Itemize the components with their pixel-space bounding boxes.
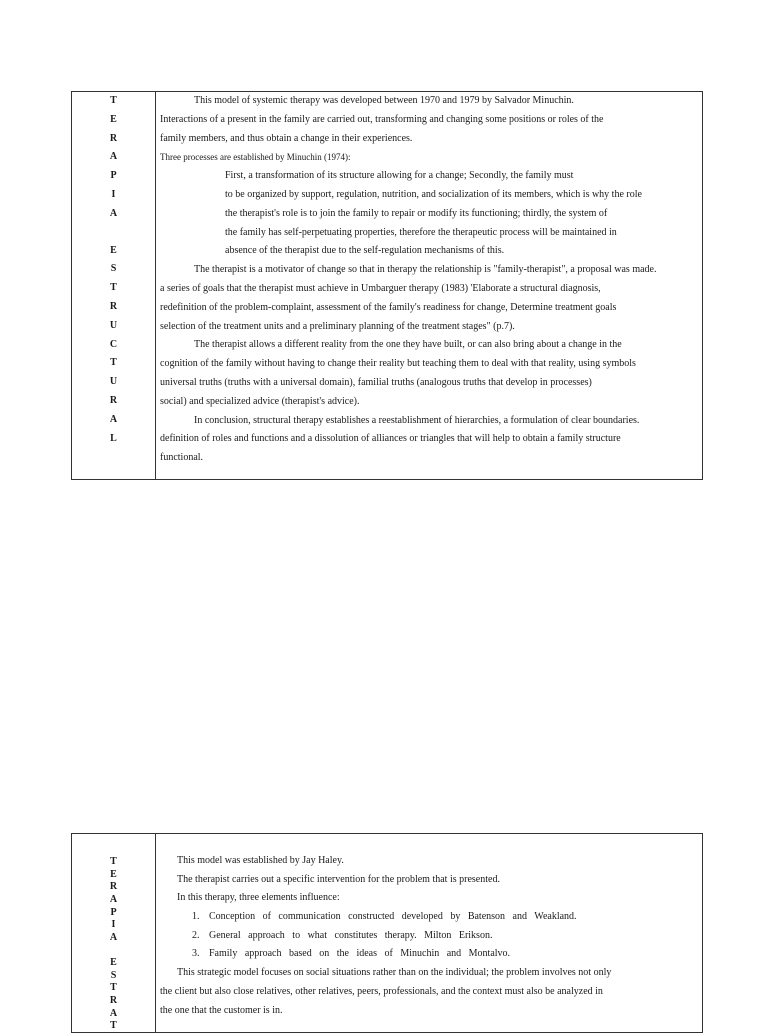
vertical-letter: E (110, 244, 117, 256)
paragraph-line: selection of the treatment units and a preliminary planning of the treatment stages" (p.7). (160, 320, 515, 332)
paragraph-line: cognition of the family without having to change their reality but teaching them to deal with that reality, using symbols (160, 358, 636, 370)
vertical-letter: E (110, 868, 117, 880)
paragraph-line: the therapist's role is to join the family to repair or modify its functioning; thirdly, the system of (225, 207, 608, 219)
vertical-letter: T (110, 982, 117, 994)
vertical-letter: T (110, 282, 117, 294)
list-number: 1. (192, 911, 200, 923)
paragraph-line: This model of systemic therapy was developed between 1970 and 1979 by Salvador Minuchin. (194, 95, 574, 106)
paragraph-line: functional. (160, 452, 204, 464)
vertical-letter: A (109, 151, 118, 163)
vertical-letter: S (110, 969, 117, 981)
structural-therapy-table (71, 91, 703, 480)
paragraph-line: family members, and thus obtain a change in their experiences. (160, 132, 413, 144)
paragraph-line: The therapist allows a different reality from the one they have built, or can also bring about a change in the (194, 339, 622, 351)
list-text: Conception of communication constructed developed by Batenson and Weakland. (209, 911, 577, 923)
paragraph-line: the client but also close relatives, other relatives, peers, professionals, and the context must also be analyzed in (160, 985, 603, 997)
vertical-letter: A (109, 207, 118, 219)
vertical-letter (72, 945, 155, 957)
paragraph-line: This strategic model focuses on social situations rather than on the individual; the problem involves not only (177, 967, 612, 979)
vertical-letter: R (109, 881, 118, 893)
vertical-letter: T (110, 1020, 117, 1032)
strategic-therapy-text (160, 852, 698, 1020)
paragraph-line: the family has self-perpetuating properties, therefore the therapeutic process will be maintained in (225, 226, 617, 238)
paragraph-line: In conclusion, structural therapy establishes a reestablishment of hierarchies, a formulation of clear boundaries. (194, 414, 640, 426)
paragraph-line: the one that the customer is in. (160, 1004, 283, 1016)
vertical-letter (72, 224, 155, 242)
vertical-title-strategic-therapy (72, 856, 155, 1033)
vertical-letter: R (109, 132, 118, 144)
list-item (160, 945, 698, 964)
vertical-letter: A (109, 932, 118, 944)
paragraph-line: definition of roles and functions and a dissolution of alliances or triangles that will help to obtain a family structure (160, 433, 621, 445)
list-number: 3. (192, 948, 200, 960)
vertical-letter: A (109, 1007, 118, 1019)
vertical-letter: E (110, 956, 117, 968)
paragraph-line: redefinition of the problem-complaint, assessment of the family's readiness for change, Determine treatment goals (160, 301, 617, 313)
intro-line: In this therapy, three elements influence: (177, 892, 340, 904)
column-divider (155, 92, 156, 479)
paragraph-line: universal truths (truths with a universal domain), familial truths (analogous truths that develop in processes) (160, 376, 592, 388)
paragraph-line: Interactions of a present in the family are carried out, transforming and changing some positions or roles of the (160, 113, 604, 125)
vertical-letter: P (110, 906, 117, 918)
vertical-letter: R (109, 300, 118, 312)
vertical-letter: T (110, 357, 117, 369)
paragraph-line: Three processes are established by Minuchin (1974): (160, 152, 351, 163)
vertical-letter: E (110, 113, 117, 125)
vertical-letter: I (111, 919, 116, 931)
paragraph-line: a series of goals that the therapist must achieve in Umbarguer therapy (1983) 'Elaborate a structural diagnosis, (160, 282, 601, 294)
vertical-letter: R (109, 994, 118, 1006)
intro-line: This model was established by Jay Haley. (177, 855, 344, 866)
list-item (160, 908, 698, 927)
paragraph-line: absence of the therapist due to the self-regulation mechanisms of this. (225, 245, 505, 257)
vertical-letter: U (109, 319, 118, 331)
paragraph-line: First, a transformation of its structure allowing for a change; Secondly, the family must (225, 170, 574, 182)
vertical-letter: S (110, 263, 117, 275)
vertical-letter: A (109, 413, 118, 425)
vertical-letter: C (109, 338, 118, 350)
vertical-letter: U (109, 376, 118, 388)
strategic-therapy-table (71, 833, 703, 1033)
vertical-letter: T (110, 856, 117, 867)
intro-line: The therapist carries out a specific intervention for the problem that is presented. (177, 873, 500, 885)
paragraph-line: to be organized by support, regulation, nutrition, and socialization of its members, which is why the role (225, 188, 642, 200)
list-item (160, 927, 698, 946)
vertical-letter: I (111, 188, 116, 200)
structural-therapy-text (160, 92, 698, 468)
vertical-letter: T (110, 95, 117, 106)
paragraph-line: The therapist is a motivator of change so that in therapy the relationship is "family-therapist", a proposal was made. (194, 264, 657, 276)
column-divider (155, 834, 156, 1032)
vertical-letter: R (109, 394, 118, 406)
paragraph-line: social) and specialized advice (therapist's advice). (160, 395, 360, 407)
list-number: 2. (192, 929, 200, 941)
vertical-letter: P (110, 170, 117, 182)
list-text: General approach to what constitutes therapy. Milton Erikson. (209, 929, 493, 941)
vertical-letter: L (110, 432, 117, 444)
vertical-title-structural-therapy (72, 92, 155, 448)
vertical-letter: A (109, 894, 118, 906)
list-text: Family approach based on the ideas of Minuchin and Montalvo. (209, 948, 511, 960)
